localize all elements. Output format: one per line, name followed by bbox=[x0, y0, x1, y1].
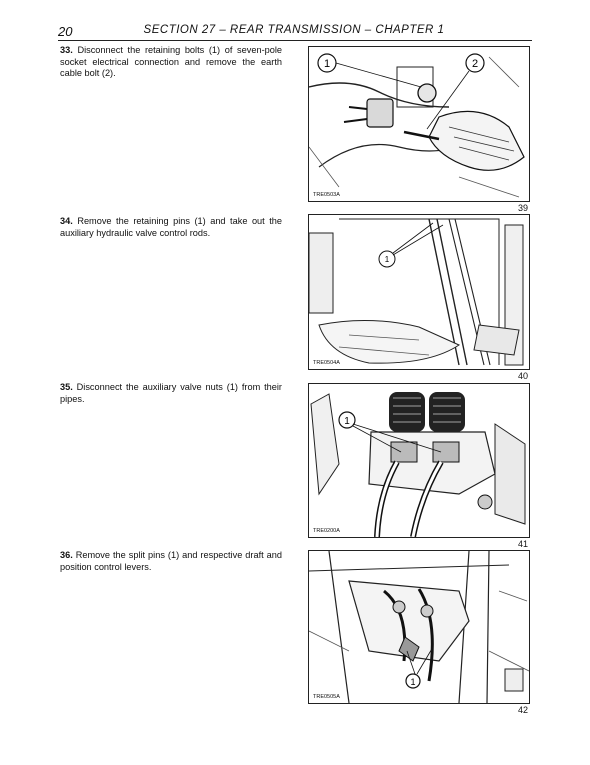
callout-1: 1 bbox=[410, 677, 416, 687]
figure-code: TRE0200A bbox=[313, 528, 340, 534]
figure-41-illustration bbox=[309, 384, 529, 537]
page-number: 20 bbox=[58, 24, 73, 39]
figure-41 bbox=[308, 383, 530, 538]
callout-1: 1 bbox=[323, 58, 331, 70]
figure-code: TRE0503A bbox=[313, 192, 340, 198]
figure-code: TRE0505A bbox=[313, 694, 340, 700]
figure-code: TRE0504A bbox=[313, 360, 340, 366]
step-35 bbox=[60, 382, 282, 405]
step-number: 34. bbox=[60, 216, 73, 226]
step-text: Remove the split pins (1) and respective draft and position control levers. bbox=[60, 550, 282, 572]
section-title: SECTION 27 – REAR TRANSMISSION – CHAPTER 1 bbox=[143, 24, 445, 36]
figure-42 bbox=[308, 550, 530, 704]
step-number: 33. bbox=[60, 45, 73, 55]
figure-40 bbox=[308, 214, 530, 370]
figure-number: 41 bbox=[517, 539, 528, 549]
callout-1: 1 bbox=[344, 416, 350, 427]
figure-39-illustration bbox=[309, 47, 529, 201]
figure-number: 39 bbox=[517, 203, 528, 213]
step-34 bbox=[60, 216, 282, 239]
figure-39 bbox=[308, 46, 530, 202]
step-36 bbox=[60, 550, 282, 573]
step-text: Disconnect the auxiliary valve nuts (1) from their pipes. bbox=[60, 382, 282, 404]
figure-number: 42 bbox=[517, 705, 528, 715]
figure-number: 40 bbox=[517, 371, 528, 381]
callout-1: 1 bbox=[384, 255, 390, 264]
step-number: 35. bbox=[60, 382, 73, 392]
header-rule bbox=[58, 40, 532, 41]
step-number: 36. bbox=[60, 550, 73, 560]
callout-2: 2 bbox=[471, 58, 479, 70]
step-text: Remove the retaining pins (1) and take out the auxiliary hydraulic valve control rods. bbox=[60, 216, 283, 238]
figure-42-illustration bbox=[309, 551, 529, 703]
step-33 bbox=[60, 45, 282, 80]
figure-40-illustration bbox=[309, 215, 529, 369]
step-text: Disconnect the retaining bolts (1) of seven-pole socket electrical connection and remove the earth cable bolt (2). bbox=[60, 45, 282, 79]
